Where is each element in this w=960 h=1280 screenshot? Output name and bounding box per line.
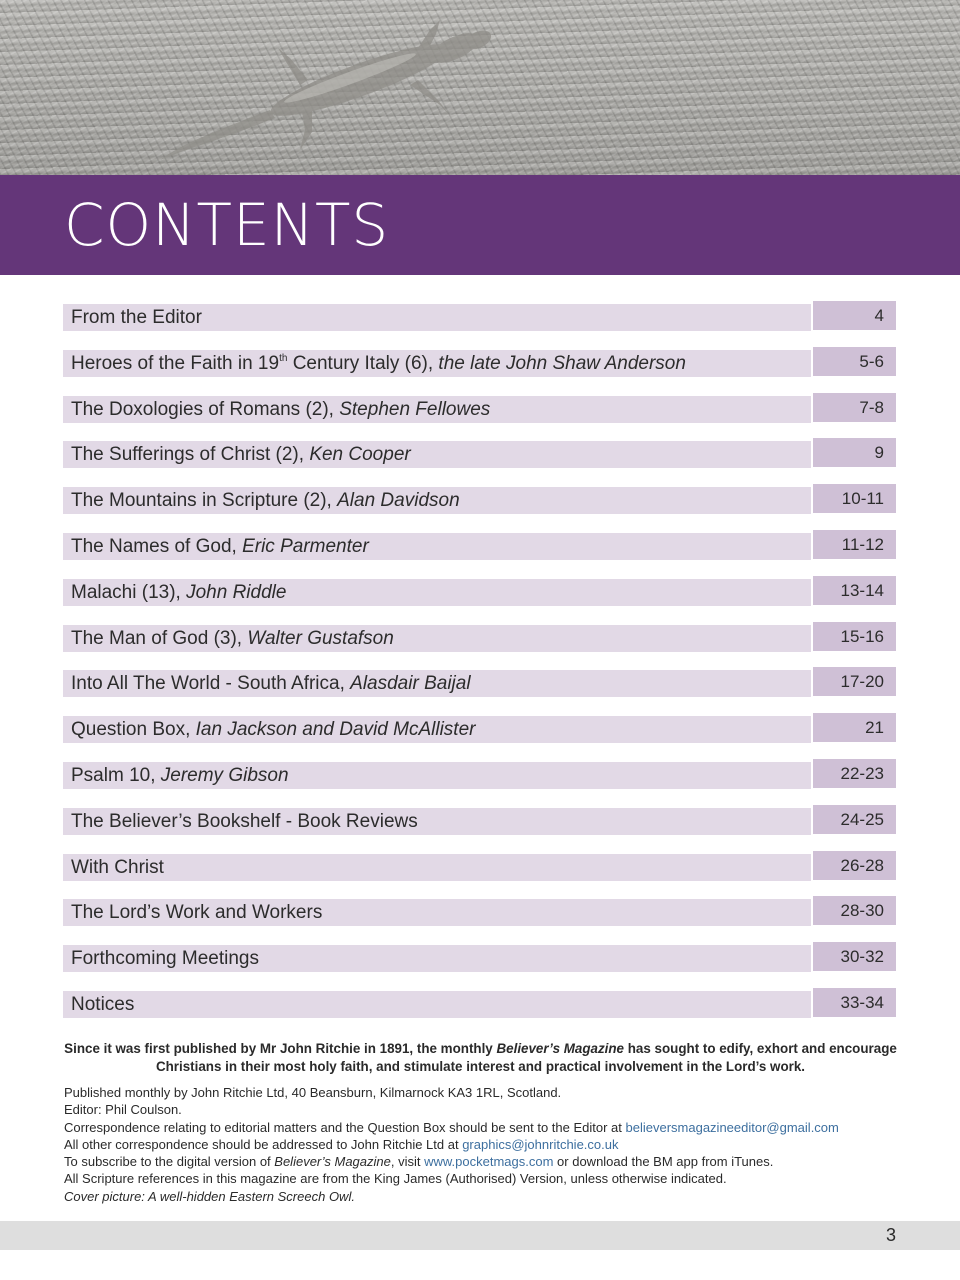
toc-entry-title: The Doxologies of Romans (2), Stephen Fellowes	[63, 396, 811, 423]
toc-row[interactable]	[63, 301, 896, 331]
toc-entry-page: 24-25	[813, 805, 896, 834]
toc-entry-title: Malachi (13), John Riddle	[63, 579, 811, 606]
toc-entry-page: 5-6	[813, 347, 896, 376]
cover-caption: Cover picture: A well-hidden Eastern Screech Owl.	[64, 1188, 355, 1204]
toc-entry-page: 10-11	[813, 484, 896, 513]
toc-entry-author: Jeremy Gibson	[160, 764, 289, 786]
toc-entry-page: 28-30	[813, 896, 896, 925]
toc-row[interactable]	[63, 896, 896, 926]
toc-entry-page: 17-20	[813, 667, 896, 696]
toc-entry-author: John Riddle	[186, 581, 287, 603]
toc-row[interactable]	[63, 713, 896, 743]
toc-row[interactable]	[63, 484, 896, 514]
toc-row[interactable]	[63, 438, 896, 468]
toc-entry-page: 22-23	[813, 759, 896, 788]
magazine-intro: Since it was first published by Mr John Ritchie in 1891, the monthly Believer’s Magazine has sought to edify, exhort and encourage Christians in their most holy faith, and stimulate interest and practical involvement in the Lord’s work.	[64, 1041, 897, 1074]
editor-email-link[interactable]: believersmagazineeditor@gmail.com	[625, 1119, 839, 1135]
toc-row[interactable]	[63, 942, 896, 972]
toc-entry-title: Into All The World - South Africa, Alasdair Baijal	[63, 670, 811, 697]
toc-entry-title: The Believer’s Bookshelf - Book Reviews	[63, 808, 811, 835]
other-correspondence-line: All other correspondence should be addressed to John Ritchie Ltd at graphics@johnritchie.co.uk	[64, 1136, 619, 1152]
toc-row[interactable]	[63, 805, 896, 835]
toc-entry-title: From the Editor	[63, 304, 811, 331]
table-of-contents	[63, 301, 896, 1034]
lizard-illustration	[0, 0, 960, 175]
toc-row[interactable]	[63, 622, 896, 652]
publisher-info	[64, 1084, 924, 1205]
toc-entry-page: 30-32	[813, 942, 896, 971]
toc-entry-title: The Mountains in Scripture (2), Alan Davidson	[63, 487, 811, 514]
toc-row[interactable]	[63, 667, 896, 697]
toc-entry-page: 26-28	[813, 851, 896, 880]
subscribe-line: To subscribe to the digital version of Believer’s Magazine, visit www.pocketmags.com or download the BM app from iTunes.	[64, 1154, 774, 1170]
toc-entry-page: 4	[813, 301, 896, 330]
footer-bar	[0, 1221, 960, 1250]
toc-entry-title: Heroes of the Faith in 19th Century Italy (6), the late John Shaw Anderson	[63, 350, 811, 377]
toc-entry-title: Psalm 10, Jeremy Gibson	[63, 762, 811, 789]
toc-entry-page: 9	[813, 438, 896, 467]
toc-entry-page: 11-12	[813, 530, 896, 559]
toc-entry-author: Walter Gustafson	[247, 627, 394, 649]
published-line: Published monthly by John Ritchie Ltd, 40 Beansburn, Kilmarnock KA3 1RL, Scotland.	[64, 1085, 562, 1100]
toc-entry-author: Ian Jackson and David McAllister	[195, 719, 476, 741]
page-title: CONTENTS	[64, 191, 390, 259]
toc-row[interactable]	[63, 576, 896, 606]
toc-row[interactable]	[63, 393, 896, 423]
page-number: 3	[885, 1225, 896, 1245]
toc-entry-page: 7-8	[813, 393, 896, 422]
toc-entry-title: Question Box, Ian Jackson and David McAllister	[63, 716, 811, 743]
toc-entry-page: 33-34	[813, 988, 896, 1017]
toc-row[interactable]	[63, 988, 896, 1018]
pocketmags-link[interactable]: www.pocketmags.com	[424, 1154, 554, 1170]
toc-entry-author: Eric Parmenter	[242, 535, 369, 557]
toc-entry-author: the late John Shaw Anderson	[438, 352, 686, 374]
graphics-email-link[interactable]: graphics@johnritchie.co.uk	[462, 1136, 619, 1152]
editor-line: Editor: Phil Coulson.	[64, 1102, 182, 1118]
toc-entry-title: The Man of God (3), Walter Gustafson	[63, 625, 811, 652]
toc-entry-page: 15-16	[813, 622, 896, 651]
toc-entry-author: Ken Cooper	[309, 444, 411, 466]
toc-row[interactable]	[63, 759, 896, 789]
toc-entry-title: The Lord’s Work and Workers	[63, 899, 811, 926]
toc-entry-author: Stephen Fellowes	[339, 398, 491, 420]
toc-entry-page: 21	[813, 713, 896, 742]
toc-row[interactable]	[63, 851, 896, 881]
scripture-line: All Scripture references in this magazine are from the King James (Authorised) Version, unless otherwise indicated.	[64, 1171, 727, 1187]
toc-entry-title: With Christ	[63, 854, 811, 881]
toc-entry-title: Notices	[63, 991, 811, 1018]
toc-entry-page: 13-14	[813, 576, 896, 605]
toc-entry-title: The Names of God, Eric Parmenter	[63, 533, 811, 560]
cover-photo	[0, 0, 960, 175]
toc-entry-author: Alasdair Baijal	[350, 673, 471, 695]
correspondence-line: Correspondence relating to editorial matters and the Question Box should be sent to the Editor at believersmagazineeditor@gmail.com	[64, 1119, 839, 1135]
toc-entry-title: The Sufferings of Christ (2), Ken Cooper	[63, 441, 811, 468]
toc-entry-title: Forthcoming Meetings	[63, 945, 811, 972]
toc-row[interactable]	[63, 530, 896, 560]
toc-row[interactable]	[63, 347, 896, 377]
toc-entry-author: Alan Davidson	[337, 490, 460, 512]
